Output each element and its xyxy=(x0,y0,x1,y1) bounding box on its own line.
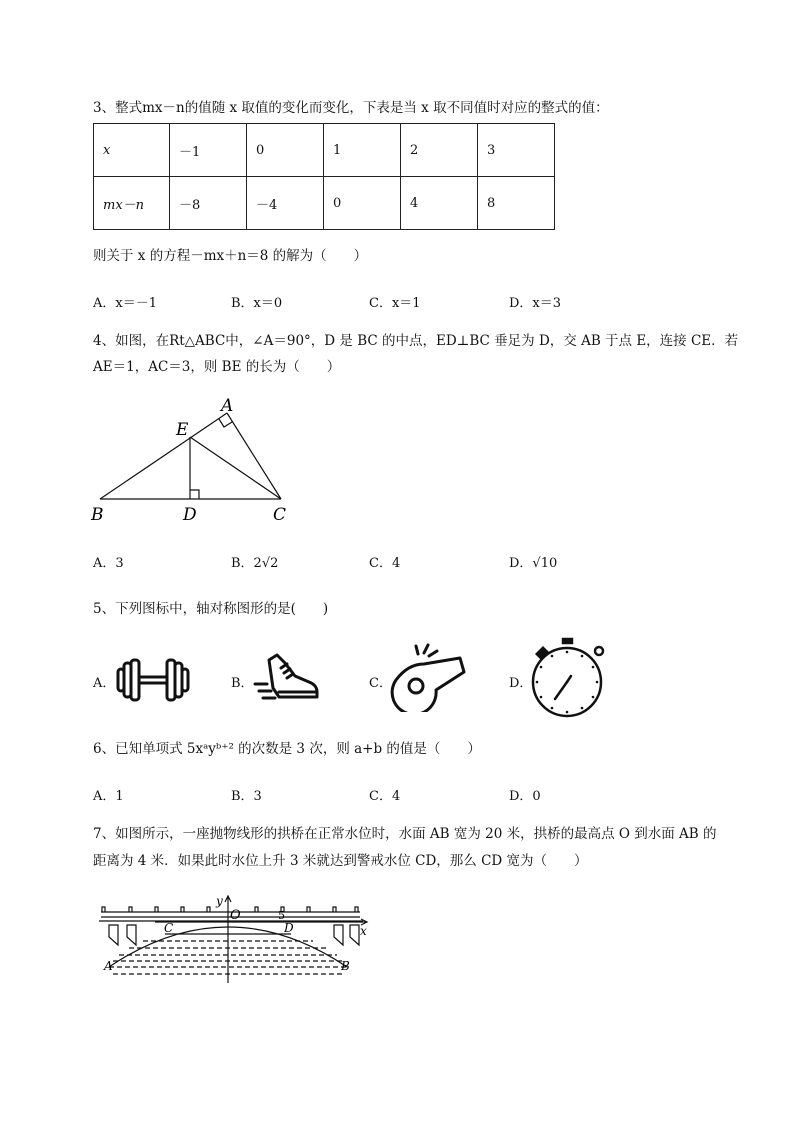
table-row-label-expr: mx－n xyxy=(94,177,170,230)
table-cell: －4 xyxy=(247,177,324,230)
q4-option-c[interactable]: C．4 xyxy=(369,556,401,571)
table-cell: －1 xyxy=(170,124,247,177)
label-b: B xyxy=(341,959,350,973)
label-five: 5 xyxy=(278,909,285,922)
table-cell: －8 xyxy=(170,177,247,230)
q4-option-b[interactable]: B．2√2 xyxy=(231,556,279,571)
q6-option-a[interactable]: A．1 xyxy=(93,789,124,804)
label-a: A xyxy=(221,396,234,416)
label-y: y xyxy=(216,894,223,908)
label-e: E xyxy=(176,420,189,440)
q6-option-b[interactable]: B．3 xyxy=(231,789,262,804)
value-table xyxy=(93,123,555,230)
q3-followup: 则关于 x 的方程－mx＋n＝8 的解为（ ） xyxy=(93,248,368,264)
q3-option-d[interactable]: D．x＝3 xyxy=(509,296,562,311)
table-cell: 0 xyxy=(247,124,324,177)
q5-option-b[interactable]: B． xyxy=(231,676,254,691)
table-cell: 3 xyxy=(478,124,555,177)
q5-prompt: 5、下列图标中，轴对称图形的是( ) xyxy=(93,601,329,617)
q6-option-d[interactable]: D．0 xyxy=(509,789,541,804)
label-d: D xyxy=(183,505,197,525)
label-c: C xyxy=(164,921,174,935)
whistle-icon xyxy=(390,640,472,712)
running-shoe-icon xyxy=(251,650,323,710)
label-a: A xyxy=(104,959,113,973)
q4-option-a[interactable]: A．3 xyxy=(93,556,124,571)
table-row xyxy=(94,177,555,230)
label-b: B xyxy=(91,505,104,525)
q4-line2: AE＝1，AC＝3，则 BE 的长为（ ） xyxy=(93,359,341,375)
q4-option-d[interactable]: D．√10 xyxy=(509,556,558,571)
q3-option-c[interactable]: C．x＝1 xyxy=(369,296,421,311)
table-cell: 4 xyxy=(401,177,478,230)
q3-prompt: 3、整式mx－n的值随 x 取值的变化而变化，下表是当 x 取不同值时对应的整式的值： xyxy=(93,100,609,116)
table-row-label-x: x xyxy=(94,124,170,177)
table-cell: 1 xyxy=(324,124,401,177)
triangle-figure xyxy=(88,392,298,527)
q6-prompt: 6、已知单项式 5xᵃyᵇ⁺² 的次数是 3 次，则 a+b 的值是（ ） xyxy=(93,741,481,757)
q7-line1: 7、如图所示，一座抛物线形的拱桥在正常水位时，水面 AB 宽为 20 米，拱桥的最高点 O 到水面 AB 的 xyxy=(93,826,717,842)
q3-option-a[interactable]: A．x＝－1 xyxy=(93,296,157,311)
q5-option-d[interactable]: D． xyxy=(509,676,533,691)
q4-line1: 4、如图，在Rt△ABC中，∠A＝90°，D 是 BC 的中点，ED⊥BC 垂足为 D，交 AB 于点 E，连接 CE．若 xyxy=(93,333,739,349)
q5-option-c[interactable]: C． xyxy=(369,676,392,691)
q6-option-c[interactable]: C．4 xyxy=(369,789,401,804)
dumbbell-icon xyxy=(114,655,194,705)
label-x: x xyxy=(360,924,367,938)
table-row xyxy=(94,124,555,177)
q5-option-a[interactable]: A． xyxy=(93,676,116,691)
q7-line2: 距离为 4 米．如果此时水位上升 3 米就达到警戒水位 CD，那么 CD 宽为（ ） xyxy=(93,853,588,869)
table-cell: 8 xyxy=(478,177,555,230)
q3-option-b[interactable]: B．x＝0 xyxy=(231,296,283,311)
arch-bridge-figure xyxy=(95,893,375,985)
label-d: D xyxy=(284,921,294,935)
label-o: O xyxy=(230,908,241,923)
table-cell: 0 xyxy=(324,177,401,230)
label-c: C xyxy=(273,505,287,525)
table-cell: 2 xyxy=(401,124,478,177)
stopwatch-icon xyxy=(525,635,611,721)
